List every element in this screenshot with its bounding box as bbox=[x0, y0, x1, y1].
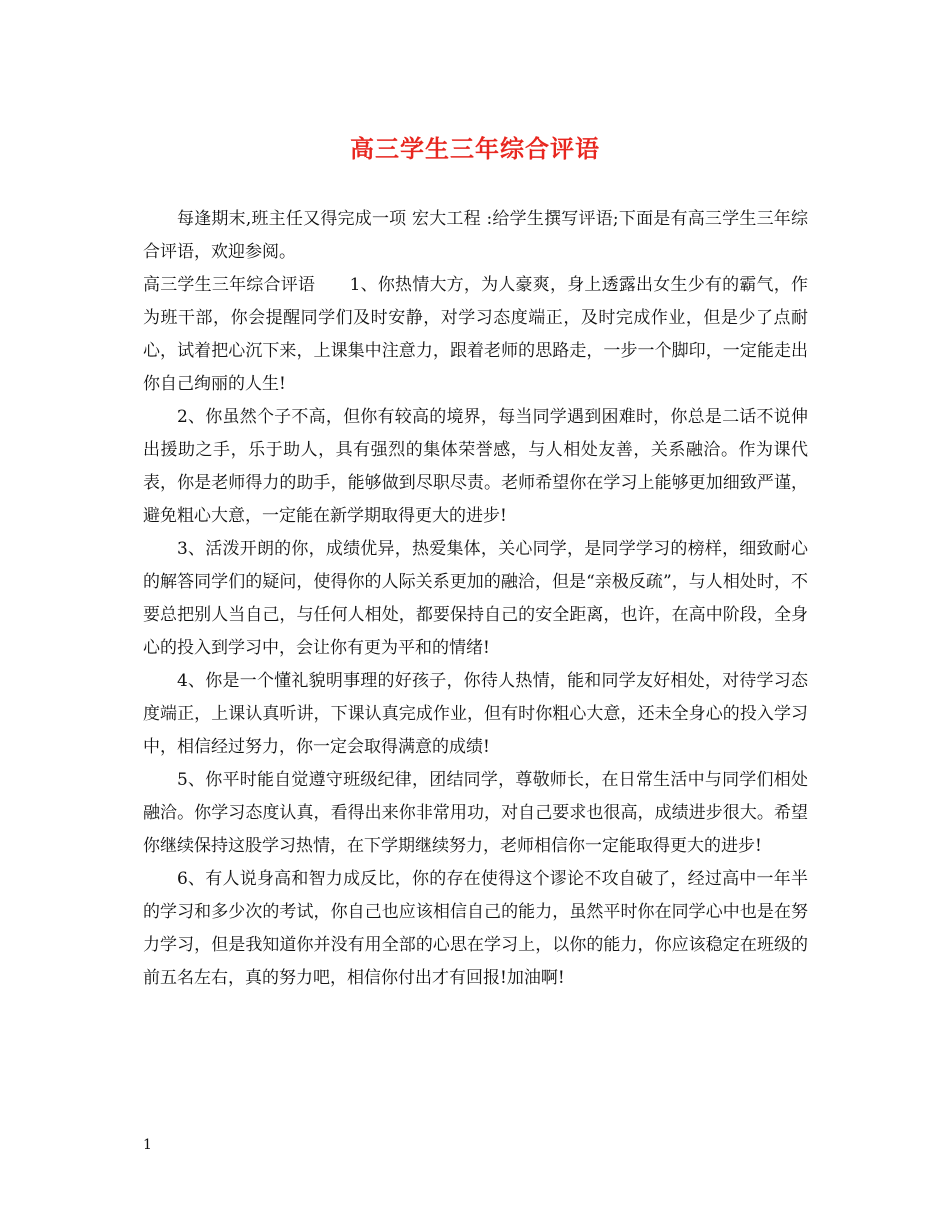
document-title: 高三学生三年综合评语 bbox=[350, 134, 600, 163]
comment-paragraph-2: 2、你虽然个子不高，但你有较高的境界，每当同学遇到困难时，你总是二话不说伸出援助之手，乐于助人，具有强烈的集体荣誉感，与人相处友善，关系融洽。作为课代表，你是老师得力的助手，能够做到尽职尽责。老师希望你在学习上能够更加细致严谨，避免粗心大意，一定能在新学期取得更大的进步! bbox=[143, 407, 808, 526]
comment-paragraph-3: 3、活泼开朗的你，成绩优异，热爱集体，关心同学，是同学学习的榜样，细致耐心的解答同学们的疑问，使得你的人际关系更加的融洽，但是“亲极反疏”，与人相处时，不要总把别人当自己，与任何人相处，都要保持自己的安全距离，也许，在高中阶段，全身心的投入到学习中，会让你有更为平和的情绪! bbox=[143, 539, 808, 658]
comment-paragraph-6: 6、有人说身高和智力成反比，你的存在使得这个谬论不攻自破了，经过高中一年半的学习和多少次的考试，你自己也应该相信自己的能力，虽然平时你在同学心中也是在努力学习，但是我知道你并没有用全部的心思在学习上，以你的能力，你应该稳定在班级的前五名左右，真的努力吧，相信你付出才有回报!加油啊! bbox=[143, 869, 808, 988]
document-body bbox=[143, 203, 808, 995]
page-number: 1 bbox=[143, 1137, 152, 1153]
comment-paragraph-5: 5、你平时能自觉遵守班级纪律，团结同学，尊敬师长，在日常生活中与同学们相处融洽。你学习态度认真，看得出来你非常用功，对自己要求也很高，成绩进步很大。希望你继续保持这股学习热情，在下学期继续努力，老师相信你一定能取得更大的进步! bbox=[143, 770, 808, 856]
comment-paragraph-4: 4、你是一个懂礼貌明事理的好孩子，你待人热情，能和同学友好相处，对待学习态度端正，上课认真听讲，下课认真完成作业，但有时你粗心大意，还未全身心的投入学习中，相信经过努力，你一定会取得满意的成绩! bbox=[143, 671, 808, 757]
intro-paragraph: 每逢期末,班主任又得完成一项 宏大工程 :给学生撰写评语;下面是有高三学生三年综合评语，欢迎参阅。 bbox=[143, 209, 808, 262]
comment-paragraph-1: 高三学生三年综合评语 1、你热情大方，为人豪爽，身上透露出女生少有的霸气，作为班干部，你会提醒同学们及时安静，对学习态度端正，及时完成作业，但是少了点耐心，试着把心沉下来，上课集中注意力，跟着老师的思路走，一步一个脚印，一定能走出你自己绚丽的人生! bbox=[143, 275, 808, 394]
